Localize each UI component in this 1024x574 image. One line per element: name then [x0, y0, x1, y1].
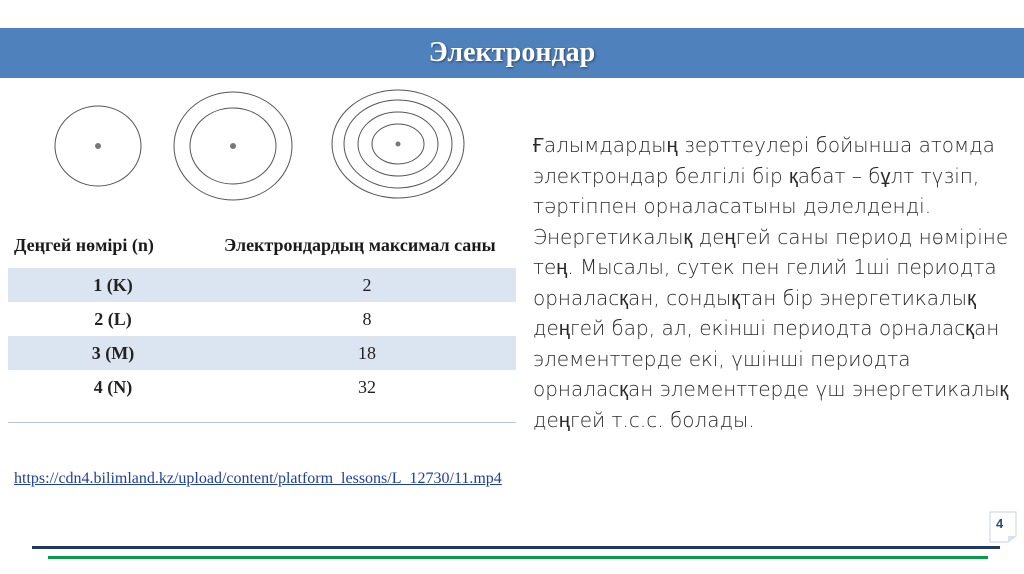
table-row	[8, 370, 516, 404]
slide-title: Электрондар	[428, 37, 596, 68]
page-number: 4	[996, 516, 1004, 531]
atom-shell-diagrams	[40, 88, 480, 208]
atom-one-shell	[55, 106, 141, 186]
footer-rule-navy	[32, 546, 1000, 549]
atom-two-shells	[174, 92, 292, 200]
atom-three-shells	[332, 90, 464, 198]
video-link[interactable]: https://cdn4.bilimland.kz/upload/content/platform_lessons/L_12730/11.mp4	[14, 470, 502, 487]
electrons-cell: 8	[362, 308, 372, 329]
title-bar	[0, 28, 1024, 78]
electrons-cell: 32	[358, 376, 376, 397]
level-cell: 1 (K)	[93, 274, 133, 295]
energy-levels-table	[8, 220, 516, 404]
level-cell: 4 (N)	[93, 376, 133, 397]
table-row	[8, 268, 516, 302]
electrons-cell: 18	[358, 342, 376, 363]
header-level-number: Деңгей нөмірі (n)	[14, 235, 154, 255]
explanation-text	[533, 130, 1013, 435]
level-cell: 2 (L)	[94, 308, 132, 329]
paragraph-energy-levels: Энергетикалық деңгей саны период нөміріне тең. Мысалы, сутек пен гелий 1ші периодта орналасқан, сондықтан бір энергетикалық деңгей бар, ал, екінші периодта орналасқан элементтерде екі, үшінші периодта орналасқан элементтерде үш энергетикалық деңгей т.с.с. болады.	[533, 224, 1009, 432]
table-header-row	[8, 220, 516, 268]
paragraph-research: Ғалымдардың зерттеулері бойынша атомда электрондар белгілі бір қабат – бұлт түзіп, тәртіппен орналасатыны дәлелденді.	[533, 133, 995, 218]
footer-rule-green	[48, 556, 988, 559]
level-cell: 3 (M)	[91, 342, 135, 363]
header-max-electrons: Электрондардың максимал саны	[224, 235, 496, 255]
table-row	[8, 302, 516, 336]
table-row	[8, 336, 516, 370]
electrons-cell: 2	[362, 274, 372, 295]
table-bottom-rule	[8, 422, 516, 423]
